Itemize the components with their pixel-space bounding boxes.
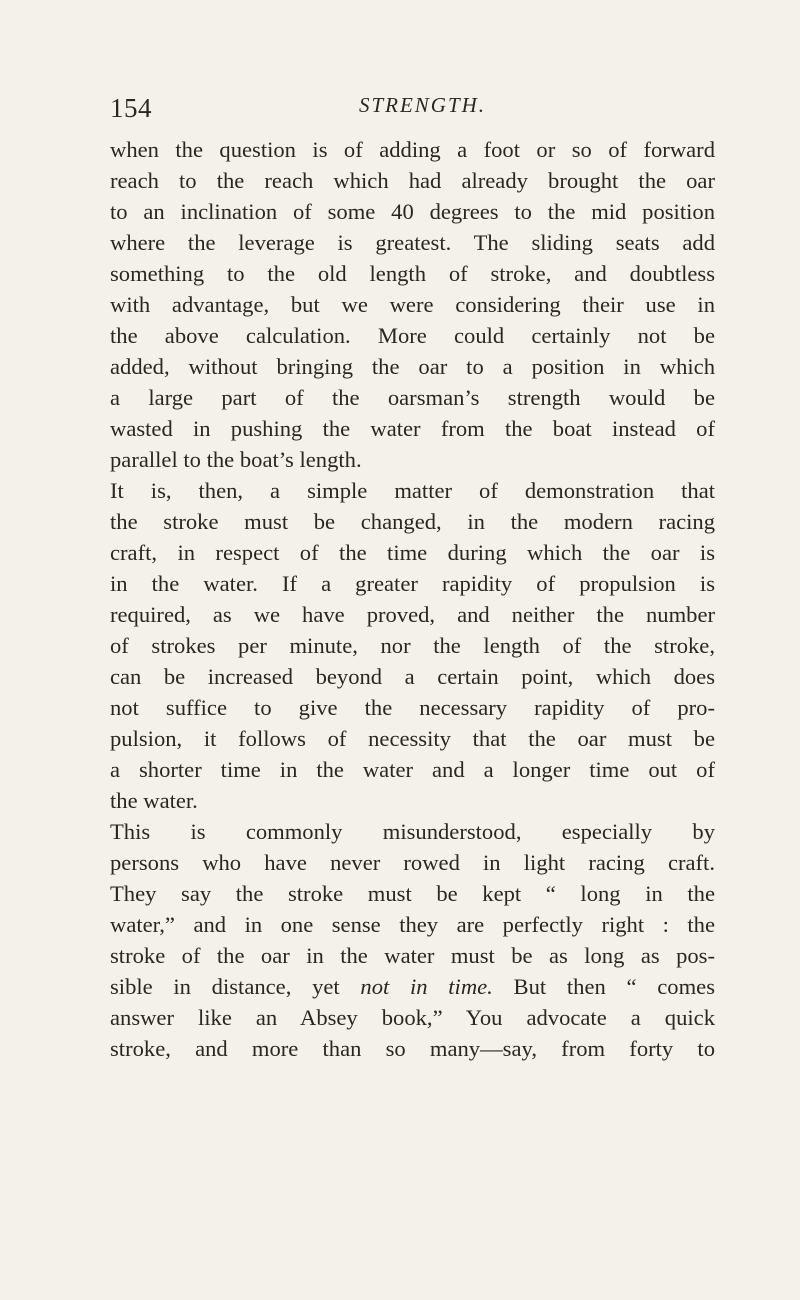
text-line: parallel to the boat’s length.: [110, 447, 362, 472]
text-line: stroke, and more than so many—say, from forty to: [110, 1036, 715, 1061]
text-line: craft, in respect of the time during which the oar is: [110, 540, 715, 565]
text-line: can be increased beyond a certain point, which does: [110, 664, 715, 689]
text-line: pulsion, it follows of necessity that the oar must be: [110, 726, 715, 751]
running-title: STRENGTH.: [358, 93, 487, 117]
text-line: persons who have never rowed in light racing craft.: [110, 850, 715, 875]
text-line: This is commonly misunderstood, especially by: [110, 819, 715, 844]
text-line: water,” and in one sense they are perfectly right : the: [110, 912, 715, 937]
text-line: the stroke must be changed, in the modern racing: [110, 509, 715, 534]
text-line: It is, then, a simple matter of demonstration that: [110, 478, 715, 503]
body-text: [110, 134, 715, 1064]
text-line: the above calculation. More could certainly not be: [110, 323, 715, 348]
text-line: reach to the reach which had already brought the oar: [110, 168, 715, 193]
text-line: of strokes per minute, nor the length of the stroke,: [110, 633, 715, 658]
text-line: the water.: [110, 788, 198, 813]
text-line: a large part of the oarsman’s strength would be: [110, 385, 715, 410]
text-line: They say the stroke must be kept “ long in the: [110, 881, 715, 906]
text-line: in the water. If a greater rapidity of propulsion is: [110, 571, 715, 596]
text-line: a shorter time in the water and a longer time out of: [110, 757, 715, 782]
text-line: stroke of the oar in the water must be as long as pos-: [110, 943, 715, 968]
text-line: with advantage, but we were considering their use in: [110, 292, 715, 317]
text-line: when the question is of adding a foot or so of forward: [110, 137, 715, 162]
text-line: required, as we have proved, and neither the number: [110, 602, 715, 627]
text-line: where the leverage is greatest. The sliding seats add: [110, 230, 715, 255]
text-line: wasted in pushing the water from the boat instead of: [110, 416, 715, 441]
text-segment: sible in distance, yet: [110, 974, 340, 999]
page-number: 154: [110, 93, 152, 123]
text-line: to an inclination of some 40 degrees to the mid position: [110, 199, 715, 224]
running-head: [110, 93, 715, 127]
text-line: added, without bringing the oar to a position in which: [110, 354, 715, 379]
text-line: not suffice to give the necessary rapidity of pro-: [110, 695, 715, 720]
italic-emphasis: not in time.: [360, 974, 493, 999]
text-line: something to the old length of stroke, and doubtless: [110, 261, 715, 286]
text-segment: But then “ comes: [513, 974, 715, 999]
text-line-mixed: [110, 971, 715, 1002]
text-line: answer like an Absey book,” You advocate a quick: [110, 1005, 715, 1030]
